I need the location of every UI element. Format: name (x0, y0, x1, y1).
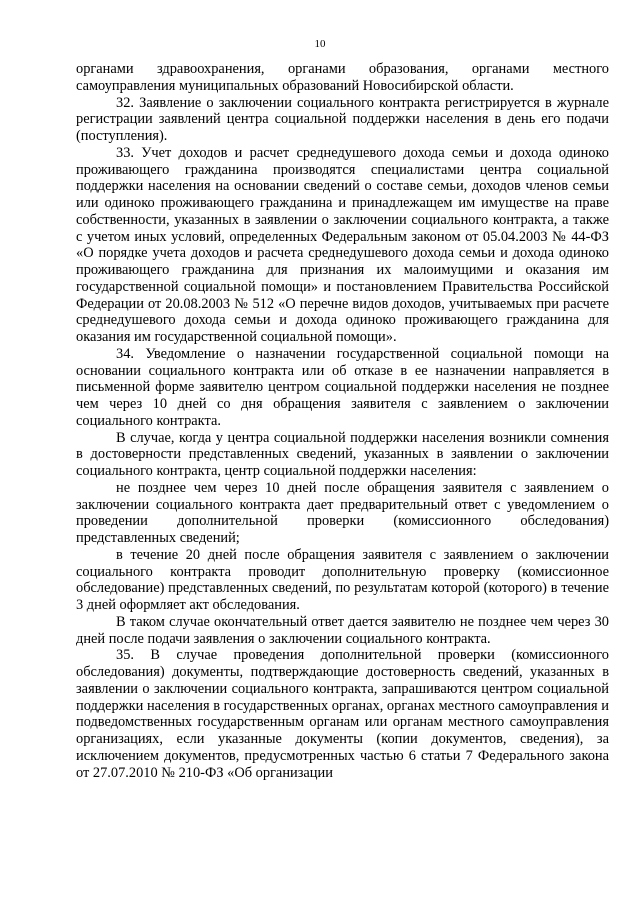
paragraph-item-32: 32. Заявление о заключении социального контракта регистрируется в журнале регистрации заявлений центра социальной поддержки населения в день его подачи (поступления). (76, 94, 609, 144)
paragraph-item-34: 34. Уведомление о назначении государственной социальной помощи на основании социального контракта или об отказе в ее назначении направляется в письменной форме заявителю центром социальной поддержки населения не позднее чем через 10 дней со дня обращения заявителя с заявлением о заключении социального контракта. (76, 345, 609, 429)
paragraph-continuation: органами здравоохранения, органами образования, органами местного самоуправления муниципальных образований Новосибирской области. (76, 61, 609, 94)
page-number: 10 (314, 38, 326, 50)
paragraph-additional-check: в течение 20 дней после обращения заявителя с заявлением о заключении социального контракта проводит дополнительную проверку (комиссионное обследование) представленных сведений, по результатам которой (которого) в течение 3 дней оформляет акт обследования. (76, 546, 609, 613)
paragraph-item-35: 35. В случае проведения дополнительной проверки (комиссионного обследования) документы, подтверждающие достоверность сведений, указанных в заявлении о заключении социального контракта, запрашиваются центром социальной поддержки населения в государственных органах, органах местного самоуправления и подведомственных государственным органам или органам местного самоуправления организациях, если указанные документы (копии документов, сведения), за исключением документов, предусмотренных частью 6 статьи 7 Федерального закона от 27.07.2010 № 210-ФЗ «Об организации (76, 647, 609, 781)
paragraph-preliminary-answer: не позднее чем через 10 дней после обращения заявителя с заявлением о заключении социального контракта дает предварительный ответ с уведомлением о проведении дополнительной проверки (комиссионного обследования) представленных сведений; (76, 479, 609, 546)
document-body (76, 61, 609, 781)
paragraph-item-33: 33. Учет доходов и расчет среднедушевого дохода семьи и дохода одиноко проживающего гражданина производятся специалистами центра социальной поддержки населения на основании сведений о составе семьи, доходов членов семьи или одиноко проживающего гражданина и принадлежащем им имуществе на праве собственности, указанных в заявлении о заключении социального контракта, а также с учетом иных условий, определенных Федеральным законом от 05.04.2003 № 44-ФЗ «О порядке учета доходов и расчета среднедушевого дохода семьи и дохода одиноко проживающего гражданина для признания их малоимущими и оказания им государственной социальной помощи» и постановлением Правительства Российской Федерации от 20.08.2003 № 512 «О перечне видов доходов, учитываемых при расчете среднедушевого дохода семьи и дохода одиноко проживающего гражданина для оказания им государственной социальной помощи». (76, 144, 609, 345)
paragraph-doubt-case: В случае, когда у центра социальной поддержки населения возникли сомнения в достоверности представленных сведений, указанных в заявлении о заключении социального контракта, центр социальной поддержки населения: (76, 429, 609, 479)
paragraph-final-answer: В таком случае окончательный ответ дается заявителю не позднее чем через 30 дней после подачи заявления о заключении социального контракта. (76, 613, 609, 647)
